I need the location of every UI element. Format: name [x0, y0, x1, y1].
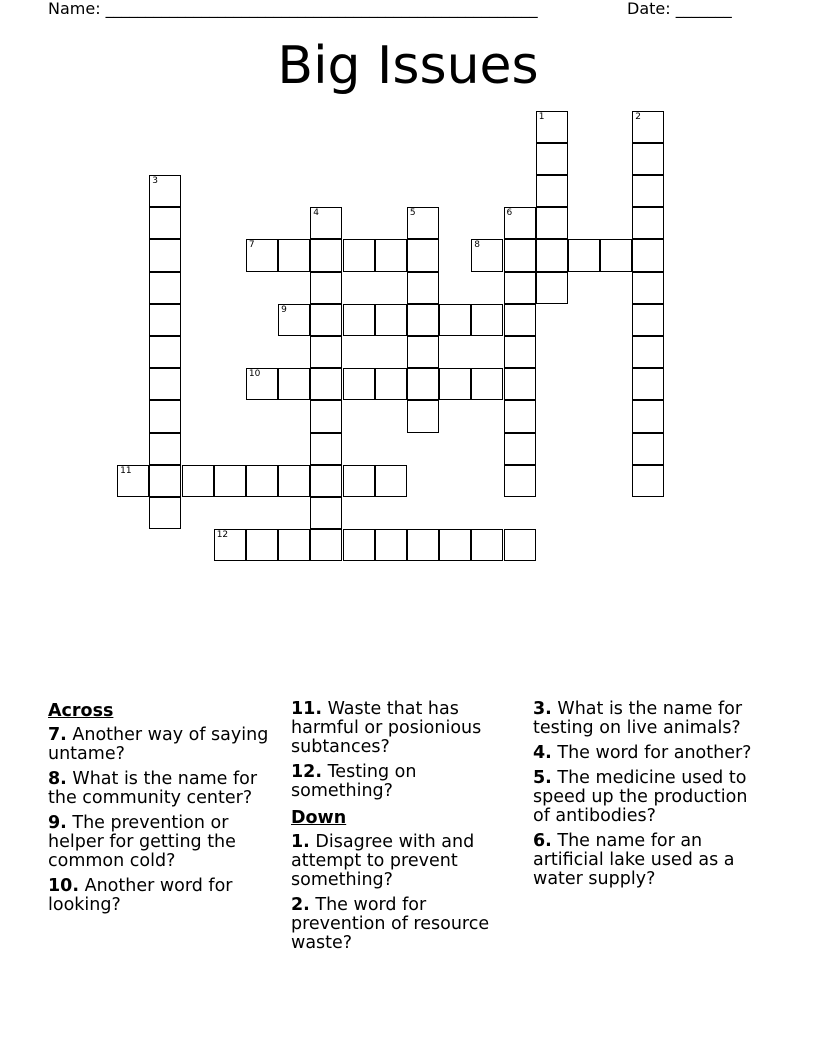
- clue-number: 8.: [48, 769, 67, 789]
- grid-cell[interactable]: [471, 529, 503, 561]
- cell-number: 11: [120, 465, 132, 476]
- clue-across-12: [291, 763, 516, 801]
- grid-cell[interactable]: [439, 529, 471, 561]
- grid-cell[interactable]: [536, 175, 568, 207]
- grid-cell[interactable]: [536, 239, 568, 271]
- grid-cell[interactable]: [375, 368, 407, 400]
- cell-number: 2: [635, 111, 642, 122]
- grid-cell[interactable]: [471, 304, 503, 336]
- clue-number: 5.: [533, 768, 552, 788]
- grid-cell[interactable]: [407, 529, 439, 561]
- clue-number: 3.: [533, 699, 552, 719]
- grid-cell[interactable]: [310, 336, 342, 368]
- clue-text: Another word for looking?: [48, 876, 233, 915]
- grid-cell[interactable]: [246, 239, 278, 271]
- clue-text: Waste that has harmful or posionious subtances?: [291, 699, 482, 757]
- cell-number: 5: [409, 208, 416, 219]
- grid-cell[interactable]: [310, 368, 342, 400]
- grid-cell[interactable]: [471, 239, 503, 271]
- clue-across-10: [48, 877, 273, 915]
- cell-number: 1: [538, 111, 545, 122]
- clue-number: 11.: [291, 699, 323, 719]
- grid-cell[interactable]: [407, 368, 439, 400]
- grid-cell[interactable]: [343, 465, 375, 497]
- grid-cell[interactable]: [278, 368, 310, 400]
- grid-cell[interactable]: [504, 239, 536, 271]
- clue-number: 9.: [48, 813, 67, 833]
- grid-cell[interactable]: [407, 400, 439, 432]
- grid-cell[interactable]: [504, 272, 536, 304]
- cell-number: 12: [216, 530, 229, 541]
- grid-cell[interactable]: [246, 529, 278, 561]
- grid-cell[interactable]: [310, 497, 342, 529]
- clue-text: What is the name for the community center?: [48, 769, 258, 808]
- grid-cell[interactable]: [246, 368, 278, 400]
- grid-cell[interactable]: [149, 400, 181, 432]
- grid-cell[interactable]: [375, 529, 407, 561]
- grid-cell[interactable]: [504, 433, 536, 465]
- clue-down-1: [291, 833, 516, 890]
- grid-cell[interactable]: [632, 336, 664, 368]
- clue-text: Disagree with and attempt to prevent something?: [291, 832, 475, 890]
- clue-down-3: [533, 700, 763, 738]
- grid-cell[interactable]: [182, 465, 214, 497]
- grid-cell[interactable]: [310, 400, 342, 432]
- clue-down-4: [533, 744, 763, 763]
- clue-column-2: [291, 700, 516, 959]
- grid-cell[interactable]: [117, 465, 149, 497]
- clue-down-2: [291, 896, 516, 953]
- clue-text: Another way of saying untame?: [48, 725, 269, 764]
- grid-cell[interactable]: [149, 433, 181, 465]
- grid-cell[interactable]: [149, 465, 181, 497]
- grid-cell[interactable]: [343, 239, 375, 271]
- clue-text: The word for prevention of resource waste?: [291, 895, 490, 953]
- grid-cell[interactable]: [568, 239, 600, 271]
- clue-text: What is the name for testing on live animals?: [533, 699, 743, 738]
- clue-text: The name for an artificial lake used as a water supply?: [533, 831, 735, 889]
- grid-cell[interactable]: [343, 304, 375, 336]
- page-title: Big Issues: [277, 36, 539, 96]
- grid-cell[interactable]: [375, 239, 407, 271]
- grid-cell[interactable]: [632, 175, 664, 207]
- grid-cell[interactable]: [149, 368, 181, 400]
- grid-cell[interactable]: [149, 207, 181, 239]
- clue-number: 6.: [533, 831, 552, 851]
- clue-column-1: [48, 700, 273, 921]
- clue-number: 12.: [291, 762, 323, 782]
- grid-cell[interactable]: [439, 304, 471, 336]
- grid-cell[interactable]: [439, 368, 471, 400]
- clue-text: The prevention or helper for getting the common cold?: [48, 813, 236, 871]
- grid-cell[interactable]: [407, 239, 439, 271]
- grid-cell[interactable]: [632, 207, 664, 239]
- clue-across-7: [48, 726, 273, 764]
- grid-cell[interactable]: [343, 529, 375, 561]
- grid-cell[interactable]: [632, 433, 664, 465]
- grid-cell[interactable]: [278, 304, 310, 336]
- grid-cell[interactable]: [632, 272, 664, 304]
- grid-cell[interactable]: [632, 143, 664, 175]
- clue-number: 2.: [291, 895, 310, 915]
- cell-number: 7: [248, 240, 255, 251]
- grid-cell[interactable]: [536, 207, 568, 239]
- grid-cell[interactable]: [600, 239, 632, 271]
- clue-number: 1.: [291, 832, 310, 852]
- grid-cell[interactable]: [278, 529, 310, 561]
- down-heading: Down: [291, 808, 347, 828]
- grid-cell[interactable]: [536, 143, 568, 175]
- grid-cell[interactable]: [149, 497, 181, 529]
- grid-cell[interactable]: [536, 272, 568, 304]
- grid-cell[interactable]: [407, 207, 439, 239]
- clue-number: 4.: [533, 743, 552, 763]
- grid-cell[interactable]: [407, 336, 439, 368]
- cell-number: 4: [313, 208, 320, 219]
- grid-cell[interactable]: [214, 529, 246, 561]
- grid-cell[interactable]: [632, 111, 664, 143]
- grid-cell[interactable]: [504, 400, 536, 432]
- cell-number: 6: [506, 208, 513, 219]
- grid-cell[interactable]: [214, 465, 246, 497]
- grid-cell[interactable]: [149, 304, 181, 336]
- grid-cell[interactable]: [310, 465, 342, 497]
- grid-cell[interactable]: [632, 304, 664, 336]
- clue-text: Testing on something?: [291, 762, 417, 801]
- grid-cell[interactable]: [149, 336, 181, 368]
- grid-cell[interactable]: [310, 272, 342, 304]
- grid-cell[interactable]: [310, 433, 342, 465]
- cell-number: 10: [248, 369, 261, 380]
- cell-number: 9: [281, 304, 287, 315]
- grid-cell[interactable]: [310, 304, 342, 336]
- name-field-line: Name: ______________________________________________________: [48, 0, 538, 18]
- grid-cell[interactable]: [343, 368, 375, 400]
- grid-cell[interactable]: [632, 465, 664, 497]
- cell-number: 8: [474, 240, 481, 251]
- clue-down-6: [533, 832, 763, 889]
- grid-cell[interactable]: [632, 400, 664, 432]
- grid-cell[interactable]: [504, 368, 536, 400]
- grid-cell[interactable]: [310, 529, 342, 561]
- clue-column-3: [533, 700, 763, 895]
- grid-cell[interactable]: [149, 272, 181, 304]
- grid-cell[interactable]: [504, 304, 536, 336]
- grid-cell[interactable]: [246, 465, 278, 497]
- grid-cell[interactable]: [536, 111, 568, 143]
- grid-cell[interactable]: [149, 175, 181, 207]
- grid-cell[interactable]: [471, 368, 503, 400]
- clue-down-5: [533, 769, 763, 826]
- clue-number: 10.: [48, 876, 80, 896]
- grid-cell[interactable]: [504, 529, 536, 561]
- grid-cell[interactable]: [407, 272, 439, 304]
- grid-cell[interactable]: [375, 304, 407, 336]
- cell-number: 3: [152, 176, 159, 186]
- date-field-line: Date: _______: [627, 0, 732, 18]
- across-heading: Across: [48, 701, 114, 721]
- grid-cell[interactable]: [504, 207, 536, 239]
- clue-number: 7.: [48, 725, 67, 745]
- grid-cell[interactable]: [278, 239, 310, 271]
- grid-cell[interactable]: [278, 465, 310, 497]
- clue-across-9: [48, 814, 273, 871]
- grid-cell[interactable]: [632, 239, 664, 271]
- grid-cell[interactable]: [310, 239, 342, 271]
- clue-across-11: [291, 700, 516, 757]
- clue-across-8: [48, 770, 273, 808]
- grid-cell[interactable]: [407, 304, 439, 336]
- grid-cell[interactable]: [375, 465, 407, 497]
- clue-text: The word for another?: [557, 743, 752, 763]
- clue-text: The medicine used to speed up the production of antibodies?: [533, 768, 748, 826]
- grid-cell[interactable]: [149, 239, 181, 271]
- grid-cell[interactable]: [310, 207, 342, 239]
- grid-cell[interactable]: [504, 336, 536, 368]
- grid-cell[interactable]: [504, 465, 536, 497]
- grid-cell[interactable]: [632, 368, 664, 400]
